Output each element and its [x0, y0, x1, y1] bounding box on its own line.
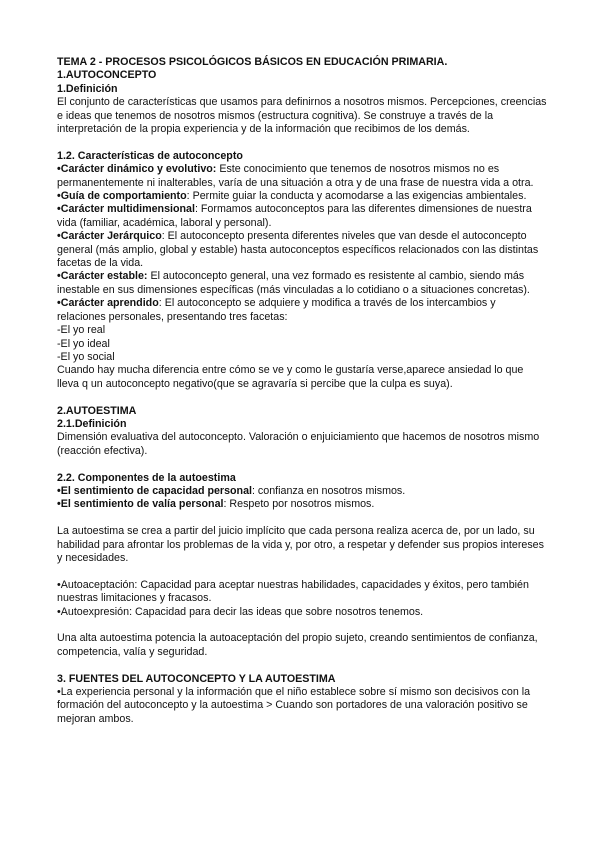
- characteristic-text: Este conocimiento que tenemos de nosotros mismos no es permanentemente ni inalterables, varía de una situación a otra y de una frase de nuestra vida a otra.: [57, 163, 534, 189]
- characteristic-term: •Carácter aprendido: [57, 297, 159, 310]
- autoestima-paragraph: La autoestima se crea a partir del juicio implícito que cada persona realiza acerca de, por un lado, su habilidad para afrontar los problemas de la vida y, por otro, a respetar y defender sus propios intereses y necesidades.: [57, 525, 544, 564]
- spacer: [57, 512, 547, 525]
- facet-item: -El yo social: [57, 350, 115, 363]
- spacer: [57, 458, 547, 471]
- spacer: [57, 659, 547, 672]
- characteristic-item: [57, 203, 547, 230]
- component-text: : confianza en nosotros mismos.: [251, 484, 406, 497]
- facet-item: -El yo ideal: [57, 337, 110, 350]
- section-3-text: •La experiencia personal y la información que el niño establece sobre sí mismo son decisivos con la formación del autoconcepto y la autoestima > Cuando son portadores de una valoración positivo se mejoran ambos.: [57, 685, 531, 725]
- characteristic-item: [57, 230, 547, 270]
- characteristic-item: [57, 163, 547, 190]
- characteristic-term: •Carácter dinámico y evolutivo:: [57, 163, 217, 176]
- section-3-heading: 3. FUENTES DEL AUTOCONCEPTO Y LA AUTOESTIMA: [57, 672, 336, 685]
- characteristic-text: : El autoconcepto se adquiere y modifica a través de los intercambios y relaciones personales, presentando tres facetas:: [57, 297, 496, 323]
- section-1-1-heading: 1.Definición: [57, 82, 118, 95]
- section-2-2-heading: 2.2. Componentes de la autoestima: [57, 471, 236, 484]
- section-1-2-heading: 1.2. Características de autoconcepto: [57, 149, 243, 162]
- component-term: •El sentimiento de valía personal: [57, 498, 224, 511]
- section-2-heading: 2.AUTOESTIMA: [57, 404, 137, 417]
- characteristic-text: : Formamos autoconceptos para las diferentes dimensiones de nuestra vida (familiar, académica, laboral y personal).: [57, 203, 532, 229]
- section-1-heading: 1.AUTOCONCEPTO: [57, 69, 157, 82]
- spacer: [57, 565, 547, 578]
- component-text: : Respeto por nosotros mismos.: [223, 498, 375, 511]
- spacer: [57, 136, 547, 149]
- characteristic-text: : Permite guiar la conducta y acomodarse a las exigencias ambientales.: [186, 190, 527, 203]
- characteristic-item: [57, 270, 547, 297]
- facet-item: -El yo real: [57, 324, 106, 337]
- characteristic-term: •Carácter Jerárquico: [57, 230, 162, 243]
- spacer: [57, 619, 547, 632]
- characteristic-text: El autoconcepto general, una vez formado es resistente al cambio, siendo más inestable en sus dimensiones específicas (más vinculadas a lo cotidiano o a situaciones concretas).: [57, 270, 530, 296]
- autoestima-conclusion: Una alta autoestima potencia la autoaceptación del propio sujeto, creando sentimientos de confianza, competencia, valía y seguridad.: [57, 632, 538, 658]
- characteristic-item: [57, 297, 547, 324]
- characteristic-text: : El autoconcepto presenta diferentes niveles que van desde el autoconcepto general (más amplio, global y estable) hasta autoconceptos específicos relacionados con las distintas facetas de la vida.: [57, 230, 539, 270]
- autoestima-bullet: •Autoexpresión: Capacidad para decir las ideas que sobre nosotros tenemos.: [57, 605, 424, 618]
- characteristic-term: •Guía de comportamiento: [57, 190, 187, 203]
- component-term: •El sentimiento de capacidad personal: [57, 484, 252, 497]
- characteristic-term: •Carácter estable:: [57, 270, 148, 283]
- spacer: [57, 391, 547, 404]
- section-1-1-text: El conjunto de características que usamos para definirnos a nosotros mismos. Percepciones, creencias e ideas que tenemos de nosotros mismos (estructura cognitiva). Se construye a través de la interpretación de la propia experiencia y de la información que recibimos de los demás.: [57, 96, 547, 136]
- document-title: TEMA 2 - PROCESOS PSICOLÓGICOS BÁSICOS EN EDUCACIÓN PRIMARIA.: [57, 56, 448, 68]
- component-item: [57, 485, 547, 498]
- document-page: [57, 56, 547, 726]
- autoestima-bullet: •Autoaceptación: Capacidad para aceptar nuestras habilidades, capacidades y éxitos, pero también nuestras limitaciones y fracasos.: [57, 578, 529, 605]
- section-2-1-text: Dimensión evaluativa del autoconcepto. Valoración o enjuiciamiento que hacemos de nosotros mismo (reacción efectiva).: [57, 431, 540, 457]
- section-1-closing: Cuando hay mucha diferencia entre cómo se ve y como le gustaría verse,aparece ansiedad lo que lleva q un autoconcepto negativo(que se agravaría si percibe que la culpa es suya).: [57, 364, 524, 390]
- characteristic-item: [57, 190, 547, 203]
- component-item: [57, 498, 547, 511]
- characteristic-term: •Carácter multidimensional: [57, 203, 195, 216]
- section-2-1-heading: 2.1.Definición: [57, 417, 127, 430]
